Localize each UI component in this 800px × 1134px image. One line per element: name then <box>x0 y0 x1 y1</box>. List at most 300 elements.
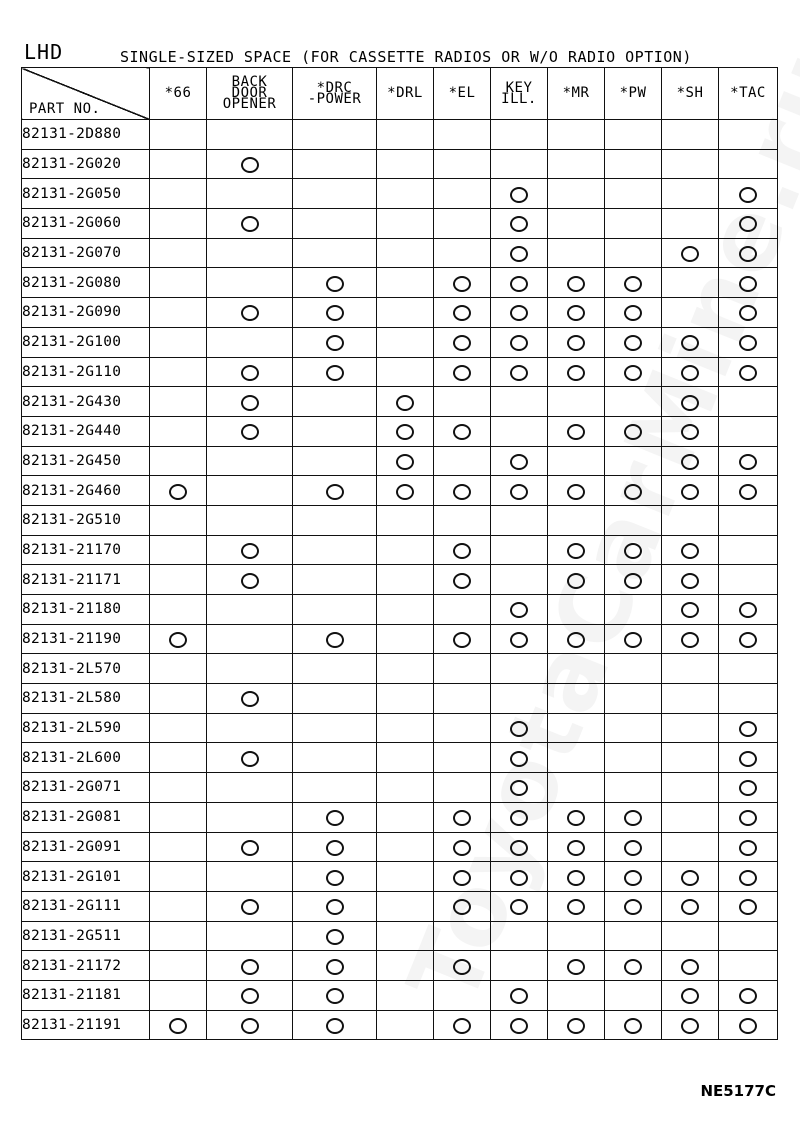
option-cell <box>605 179 662 209</box>
table-row <box>22 120 778 150</box>
option-cell <box>548 773 605 803</box>
applicable-circle-icon <box>241 543 259 559</box>
option-cell <box>434 862 491 892</box>
option-cell <box>293 862 377 892</box>
applicable-circle-icon <box>567 424 585 440</box>
part-number-cell: 82131-2G050 <box>22 179 150 209</box>
applicable-circle-icon <box>681 246 699 262</box>
applicable-circle-icon <box>241 840 259 856</box>
option-cell <box>662 149 719 179</box>
column-header: *DRL <box>377 68 434 120</box>
option-cell <box>207 505 293 535</box>
option-cell <box>434 1010 491 1040</box>
part-number-cell: 82131-2L590 <box>22 713 150 743</box>
applicable-circle-icon <box>326 365 344 381</box>
option-cell <box>491 179 548 209</box>
option-cell <box>491 149 548 179</box>
option-cell <box>719 268 778 298</box>
applicable-circle-icon <box>326 305 344 321</box>
option-cell <box>605 446 662 476</box>
option-cell <box>719 773 778 803</box>
option-cell <box>662 773 719 803</box>
applicable-circle-icon <box>624 810 642 826</box>
option-cell <box>207 535 293 565</box>
option-cell <box>719 713 778 743</box>
option-cell <box>150 298 207 328</box>
option-cell <box>293 743 377 773</box>
option-cell <box>434 565 491 595</box>
table-row <box>22 654 778 684</box>
option-cell <box>434 743 491 773</box>
option-cell <box>377 921 434 951</box>
option-cell <box>662 743 719 773</box>
option-cell <box>377 980 434 1010</box>
applicable-circle-icon <box>453 959 471 975</box>
option-cell <box>491 357 548 387</box>
option-cell <box>662 654 719 684</box>
applicable-circle-icon <box>681 395 699 411</box>
option-cell <box>548 238 605 268</box>
option-cell <box>605 654 662 684</box>
column-header: *MR <box>548 68 605 120</box>
option-cell <box>719 832 778 862</box>
applicable-circle-icon <box>241 365 259 381</box>
applicable-circle-icon <box>510 1018 528 1034</box>
option-cell <box>548 327 605 357</box>
applicable-circle-icon <box>567 276 585 292</box>
option-cell <box>491 298 548 328</box>
applicable-circle-icon <box>681 484 699 500</box>
applicable-circle-icon <box>681 632 699 648</box>
option-cell <box>719 327 778 357</box>
option-matrix-table <box>21 67 778 1040</box>
applicable-circle-icon <box>326 840 344 856</box>
applicable-circle-icon <box>681 870 699 886</box>
part-number-cell: 82131-21170 <box>22 535 150 565</box>
option-cell <box>377 209 434 239</box>
option-cell <box>207 862 293 892</box>
option-cell <box>605 505 662 535</box>
applicable-circle-icon <box>241 157 259 173</box>
option-cell <box>605 802 662 832</box>
applicable-circle-icon <box>241 988 259 1004</box>
option-cell <box>293 179 377 209</box>
option-cell <box>150 327 207 357</box>
option-cell <box>293 565 377 595</box>
applicable-circle-icon <box>624 305 642 321</box>
option-cell <box>548 149 605 179</box>
option-cell <box>293 476 377 506</box>
part-no-header <box>22 68 150 120</box>
option-cell <box>548 862 605 892</box>
option-cell <box>207 120 293 150</box>
option-cell <box>548 713 605 743</box>
applicable-circle-icon <box>739 602 757 618</box>
option-cell <box>434 476 491 506</box>
applicable-circle-icon <box>624 484 642 500</box>
applicable-circle-icon <box>510 484 528 500</box>
column-header: *EL <box>434 68 491 120</box>
option-cell <box>434 387 491 417</box>
table-row <box>22 743 778 773</box>
option-cell <box>548 179 605 209</box>
option-cell <box>293 773 377 803</box>
option-cell <box>434 149 491 179</box>
applicable-circle-icon <box>510 632 528 648</box>
option-cell <box>434 505 491 535</box>
option-cell <box>293 654 377 684</box>
option-cell <box>150 209 207 239</box>
option-cell <box>605 565 662 595</box>
option-cell <box>662 802 719 832</box>
option-cell <box>377 624 434 654</box>
option-cell <box>491 951 548 981</box>
option-cell <box>293 921 377 951</box>
applicable-circle-icon <box>241 899 259 915</box>
option-cell <box>719 535 778 565</box>
applicable-circle-icon <box>241 1018 259 1034</box>
option-cell <box>662 862 719 892</box>
option-cell <box>491 921 548 951</box>
applicable-circle-icon <box>567 543 585 559</box>
applicable-circle-icon <box>624 543 642 559</box>
option-cell <box>662 624 719 654</box>
option-cell <box>719 149 778 179</box>
applicable-circle-icon <box>681 335 699 351</box>
option-cell <box>605 743 662 773</box>
table-row <box>22 802 778 832</box>
option-cell <box>605 327 662 357</box>
option-cell <box>662 327 719 357</box>
option-cell <box>719 179 778 209</box>
option-cell <box>605 209 662 239</box>
applicable-circle-icon <box>510 780 528 796</box>
option-cell <box>150 951 207 981</box>
option-cell <box>377 802 434 832</box>
option-cell <box>548 387 605 417</box>
part-number-cell: 82131-2G111 <box>22 891 150 921</box>
option-cell <box>434 179 491 209</box>
option-cell <box>293 802 377 832</box>
part-number-cell: 82131-2G450 <box>22 446 150 476</box>
applicable-circle-icon <box>567 810 585 826</box>
option-cell <box>207 209 293 239</box>
option-cell <box>548 120 605 150</box>
option-cell <box>719 684 778 714</box>
table-row <box>22 149 778 179</box>
table-row <box>22 1010 778 1040</box>
applicable-circle-icon <box>326 959 344 975</box>
option-cell <box>662 535 719 565</box>
part-number-cell: 82131-2G080 <box>22 268 150 298</box>
option-cell <box>719 595 778 625</box>
option-cell <box>150 149 207 179</box>
applicable-circle-icon <box>510 602 528 618</box>
applicable-circle-icon <box>739 988 757 1004</box>
option-cell <box>491 891 548 921</box>
option-cell <box>605 357 662 387</box>
option-cell <box>293 446 377 476</box>
applicable-circle-icon <box>241 305 259 321</box>
applicable-circle-icon <box>739 899 757 915</box>
applicable-circle-icon <box>169 632 187 648</box>
applicable-circle-icon <box>739 632 757 648</box>
option-cell <box>207 713 293 743</box>
option-cell <box>719 565 778 595</box>
region-label: LHD <box>24 40 64 64</box>
table-row <box>22 832 778 862</box>
option-cell <box>377 951 434 981</box>
option-cell <box>207 684 293 714</box>
option-cell <box>491 624 548 654</box>
option-cell <box>605 862 662 892</box>
option-cell <box>293 268 377 298</box>
applicable-circle-icon <box>510 246 528 262</box>
applicable-circle-icon <box>326 276 344 292</box>
option-cell <box>605 268 662 298</box>
applicable-circle-icon <box>681 899 699 915</box>
applicable-circle-icon <box>396 454 414 470</box>
applicable-circle-icon <box>453 335 471 351</box>
option-cell <box>207 743 293 773</box>
option-cell <box>719 951 778 981</box>
applicable-circle-icon <box>326 810 344 826</box>
applicable-circle-icon <box>396 484 414 500</box>
option-cell <box>605 120 662 150</box>
option-cell <box>293 535 377 565</box>
option-cell <box>150 624 207 654</box>
option-cell <box>434 595 491 625</box>
option-cell <box>548 743 605 773</box>
applicable-circle-icon <box>510 988 528 1004</box>
option-cell <box>150 238 207 268</box>
option-cell <box>548 951 605 981</box>
option-cell <box>491 743 548 773</box>
applicable-circle-icon <box>326 929 344 945</box>
applicable-circle-icon <box>453 365 471 381</box>
column-header: *PW <box>605 68 662 120</box>
applicable-circle-icon <box>624 870 642 886</box>
option-cell <box>605 980 662 1010</box>
option-cell <box>491 446 548 476</box>
option-cell <box>719 238 778 268</box>
applicable-circle-icon <box>567 365 585 381</box>
option-cell <box>377 1010 434 1040</box>
part-no-label: PART NO. <box>29 101 101 117</box>
applicable-circle-icon <box>624 632 642 648</box>
option-cell <box>491 802 548 832</box>
part-number-cell: 82131-2L570 <box>22 654 150 684</box>
option-cell <box>434 684 491 714</box>
option-cell <box>491 387 548 417</box>
applicable-circle-icon <box>453 810 471 826</box>
option-cell <box>662 713 719 743</box>
applicable-circle-icon <box>510 335 528 351</box>
option-cell <box>377 387 434 417</box>
option-cell <box>150 179 207 209</box>
option-cell <box>207 951 293 981</box>
applicable-circle-icon <box>453 573 471 589</box>
option-cell <box>548 832 605 862</box>
option-cell <box>150 891 207 921</box>
option-cell <box>377 862 434 892</box>
option-cell <box>150 832 207 862</box>
option-cell <box>662 832 719 862</box>
option-cell <box>605 416 662 446</box>
applicable-circle-icon <box>169 1018 187 1034</box>
part-number-cell: 82131-2L600 <box>22 743 150 773</box>
option-cell <box>605 387 662 417</box>
applicable-circle-icon <box>567 305 585 321</box>
column-header: KEY ILL. <box>491 68 548 120</box>
option-cell <box>605 149 662 179</box>
option-cell <box>719 862 778 892</box>
part-number-cell: 82131-2G090 <box>22 298 150 328</box>
option-cell <box>207 921 293 951</box>
applicable-circle-icon <box>241 751 259 767</box>
option-cell <box>434 624 491 654</box>
applicable-circle-icon <box>326 484 344 500</box>
part-number-cell: 82131-21171 <box>22 565 150 595</box>
applicable-circle-icon <box>681 602 699 618</box>
table-row <box>22 595 778 625</box>
applicable-circle-icon <box>396 395 414 411</box>
option-cell <box>207 387 293 417</box>
option-cell <box>150 684 207 714</box>
applicable-circle-icon <box>681 543 699 559</box>
table-row <box>22 416 778 446</box>
option-cell <box>548 298 605 328</box>
applicable-circle-icon <box>326 335 344 351</box>
applicable-circle-icon <box>567 484 585 500</box>
applicable-circle-icon <box>739 810 757 826</box>
option-cell <box>377 713 434 743</box>
option-cell <box>150 743 207 773</box>
applicable-circle-icon <box>453 543 471 559</box>
applicable-circle-icon <box>739 780 757 796</box>
applicable-circle-icon <box>453 870 471 886</box>
option-cell <box>207 565 293 595</box>
applicable-circle-icon <box>681 573 699 589</box>
part-number-cell: 82131-21181 <box>22 980 150 1010</box>
applicable-circle-icon <box>453 840 471 856</box>
option-cell <box>491 416 548 446</box>
applicable-circle-icon <box>453 276 471 292</box>
applicable-circle-icon <box>567 959 585 975</box>
applicable-circle-icon <box>681 1018 699 1034</box>
part-number-cell: 82131-2G070 <box>22 238 150 268</box>
applicable-circle-icon <box>624 365 642 381</box>
option-cell <box>377 535 434 565</box>
option-cell <box>491 654 548 684</box>
option-cell <box>719 476 778 506</box>
applicable-circle-icon <box>739 365 757 381</box>
table-row <box>22 713 778 743</box>
applicable-circle-icon <box>510 454 528 470</box>
column-header: *66 <box>150 68 207 120</box>
option-cell <box>377 357 434 387</box>
option-cell <box>662 921 719 951</box>
applicable-circle-icon <box>396 424 414 440</box>
table-row <box>22 476 778 506</box>
option-cell <box>548 535 605 565</box>
applicable-circle-icon <box>567 840 585 856</box>
option-cell <box>377 505 434 535</box>
option-cell <box>548 1010 605 1040</box>
table-row <box>22 951 778 981</box>
applicable-circle-icon <box>681 424 699 440</box>
option-cell <box>662 951 719 981</box>
option-cell <box>491 120 548 150</box>
applicable-circle-icon <box>510 305 528 321</box>
option-cell <box>293 951 377 981</box>
option-cell <box>377 684 434 714</box>
option-cell <box>207 891 293 921</box>
option-cell <box>491 980 548 1010</box>
part-number-cell: 82131-2G100 <box>22 327 150 357</box>
applicable-circle-icon <box>624 424 642 440</box>
option-cell <box>719 209 778 239</box>
option-cell <box>548 446 605 476</box>
option-cell <box>662 891 719 921</box>
applicable-circle-icon <box>510 810 528 826</box>
option-cell <box>662 565 719 595</box>
option-cell <box>293 980 377 1010</box>
option-cell <box>207 1010 293 1040</box>
option-cell <box>377 654 434 684</box>
applicable-circle-icon <box>453 305 471 321</box>
table-row <box>22 624 778 654</box>
option-cell <box>719 416 778 446</box>
option-cell <box>662 505 719 535</box>
option-cell <box>150 595 207 625</box>
applicable-circle-icon <box>241 424 259 440</box>
option-cell <box>605 951 662 981</box>
applicable-circle-icon <box>567 632 585 648</box>
applicable-circle-icon <box>510 840 528 856</box>
table-row <box>22 179 778 209</box>
option-cell <box>434 357 491 387</box>
option-cell <box>719 802 778 832</box>
option-cell <box>207 595 293 625</box>
applicable-circle-icon <box>510 187 528 203</box>
option-cell <box>719 743 778 773</box>
option-cell <box>293 387 377 417</box>
applicable-circle-icon <box>739 216 757 232</box>
option-cell <box>605 595 662 625</box>
option-cell <box>491 238 548 268</box>
option-cell <box>150 802 207 832</box>
option-cell <box>377 179 434 209</box>
figure-code: NE5177C <box>700 1082 776 1100</box>
table-row <box>22 535 778 565</box>
applicable-circle-icon <box>739 305 757 321</box>
option-cell <box>605 1010 662 1040</box>
applicable-circle-icon <box>624 335 642 351</box>
applicable-circle-icon <box>510 216 528 232</box>
part-number-cell: 82131-2G460 <box>22 476 150 506</box>
applicable-circle-icon <box>739 276 757 292</box>
option-cell <box>491 713 548 743</box>
applicable-circle-icon <box>624 899 642 915</box>
option-cell <box>548 565 605 595</box>
option-cell <box>605 476 662 506</box>
header-row <box>22 68 778 120</box>
applicable-circle-icon <box>326 1018 344 1034</box>
option-cell <box>434 120 491 150</box>
applicable-circle-icon <box>453 424 471 440</box>
option-cell <box>207 179 293 209</box>
